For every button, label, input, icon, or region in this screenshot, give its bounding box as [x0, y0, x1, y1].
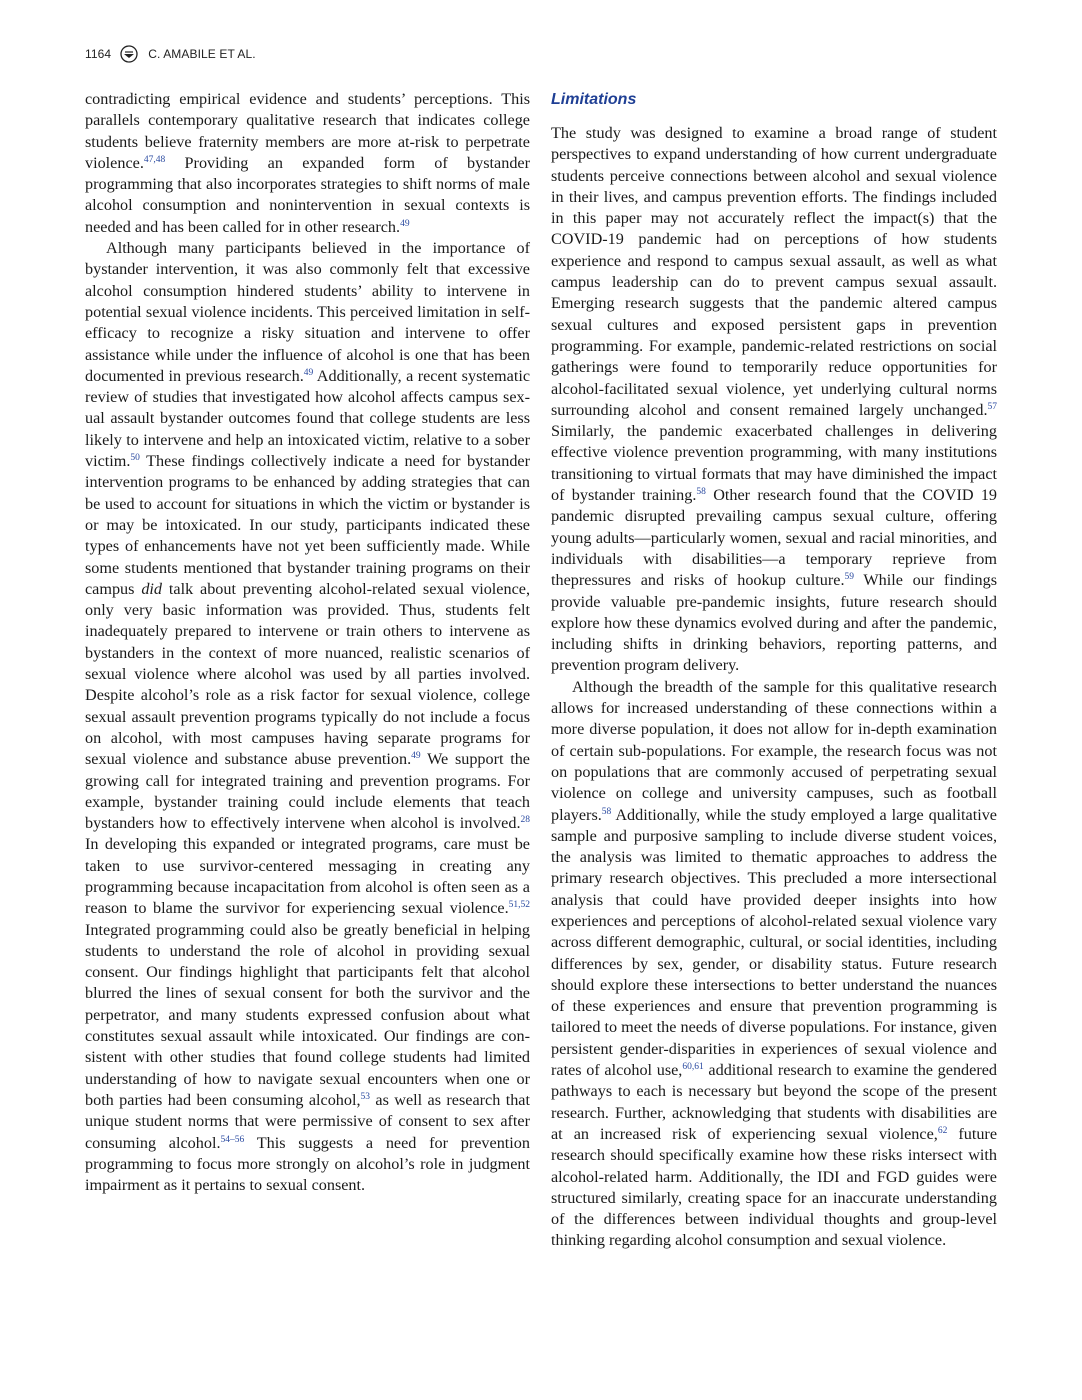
citation-ref[interactable]: 28 [520, 815, 530, 826]
journal-logo-icon [120, 45, 138, 63]
citation-ref[interactable]: 50 [130, 453, 140, 464]
citation-ref[interactable]: 54–56 [220, 1134, 245, 1145]
citation-ref[interactable]: 58 [601, 806, 612, 817]
citation-ref[interactable]: 53 [360, 1091, 371, 1102]
left-column [85, 89, 530, 1196]
paragraph: The study was designed to examine a broad range of student perspectives to expand understanding of how current undergraduate students perceive connections between alcohol and sexual violence in their lives, and campus prevention efforts. The findings included in this paper may not accurately reflect the impact(s) that the COVID-19 pandemic had on perceptions of how students experience and respond to campus sexual assault, as well as what campus leadership can do to prevent campus sexual assault. Emerging research suggests that the pandemic altered campus sexual cultures and exposed persistent gaps in prevention programming. For example, pandemic-related restrictions on social gatherings were found to temporarily reduce opportunities for alcohol-facilitated sexual violence, yet underlying cultural norms surrounding alcohol and consent remained largely unchanged.$^{57}$ Similarly, the pandemic exacerbated challenges in delivering effective violence prevention programming, with many institutions transitioning to virtual formats that may have diminished the impact of bystander training.$^{58}$ Other research found that the COVID 19 pandemic disrupted prevailing campus sexual culture, offering young adults—particularly women, sexual and racial minorities, and individuals with disabilities—a temporary reprieve from thepressures and risks of hookup culture.$^{59}$ While our findings provide valuable pre-pandemic insights, future research should explore how these dynamics evolved during and after the pandemic, including shifts in drinking behaviors, reporting patterns, and prevention program delivery. [551, 124, 998, 675]
citation-ref[interactable]: 47,48 [143, 154, 166, 165]
page-number: 1164 [85, 47, 112, 61]
citation-ref[interactable]: 51,52 [508, 900, 530, 911]
section-heading: Limitations [551, 91, 637, 108]
right-column [551, 89, 997, 1252]
running-head-authors: C. AMABILE ET AL. [148, 47, 256, 61]
paragraph: contradicting empirical evidence and students’ perceptions. This parallels contemporary qualitative research that indicates college students believe fraternity members are more at-risk to perpetrate violence.$^{47,48}$ Providing an expanded form of bystander programming that also incorporates strategies to shift norms of male alcohol consumption and nonintervention in sexual contexts is needed and has been called for in other research.$^{49}$ [85, 90, 530, 236]
citation-ref[interactable]: 62 [937, 1125, 948, 1136]
citation-ref[interactable]: 49 [303, 367, 314, 378]
paragraph: Although many participants believed in the importance of bystander intervention, it was also commonly felt that excessive alcohol consumption hindered students’ ability to intervene in potential sexual violence incidents. This perceived limitation in self-efficacy to recognize a risky situation and intervene to offer assistance while under the influence of alcohol is one that has been documented in previous research.$^{49}$ Additionally, a recent systematic review of studies that investigated how alcohol affects campus sexual assault bystander outcomes found that college students are less likely to intervene and help an intoxicated victim, relative to a sober victim.$^{50}$ These findings collectively indicate a need for bystander intervention programs to be enhanced by adding strategies that can be used to account for situations in which the victim or bystander is or may be intoxicated. In our study, participants indicated these types of enhancements have not yet been sufficiently made. While some students mentioned that bystander training programs on their campus did talk about preventing alcohol-related sexual violence, only very basic information was provided. Thus, students felt inadequately prepared to intervene or train others to intervene as bystanders in the context of more nuanced, realistic scenarios of sexual violence where alcohol was used by all parties involved. Despite alcohol’s role as a risk factor for sexual violence, college sexual assault prevention programs typically do not include a focus on alcohol, with most campuses having separate programs for sexual violence and substance abuse prevention.$^{49}$ We support the growing call for integrated training and prevention programs. For example, bystander training could include elements that teach bystanders how to effectively intervene when alcohol is involved.$^{28}$ In developing this expanded or integrated programs, care must be taken to use survivor-centered messaging in creating any programming because incapacitation from alcohol is often seen as a reason to blame the survivor for experiencing sexual violence.$^{51,52}$ Integrated programming could also be greatly beneficial in helping students to understand the role of alcohol in providing sexual consent. Our findings highlight that participants felt that alcohol blurred the lines of sexual consent for both the survivor and the perpetrator, and many students expressed confusion about what constitutes sexual assault while intoxicated. Our findings are consistent with other studies that found college students had limited understanding of how to navigate sexual encounters when one or both parties had been consuming alcohol,$^{53}$ as well as research that unique student norms that were permissive of consent to sex after consuming alcohol.$^{54-56}$ This suggests a need for prevention programming to focus more strongly on alcohol’s role in judgment impairment as it pertains to sexual consent. [85, 239, 531, 1195]
paragraph: Although the breadth of the sample for this qualitative research allows for increased understanding of these connections within a more diverse population, it does not allow for in-depth examination of certain sub-populations. For example, the research focus was not on populations that are commonly accused of perpetrating sexual violence on college and university campuses, such as football players.$^{58}$ Additionally, while the study employed a large qualitative sample and purposive sampling to include diverse student voices, the analysis was limited to thematic approaches to address the primary research objectives. This precluded a more intersectional analysis that could have provided deeper insights into how experiences and perceptions of alcohol-related sexual violence vary across different demographic, cultural, or social identities, including differences by sex, gender, or disability status. Future research should explore these intersections to better understand the nuances of these experiences and ensure that prevention programming is tailored to meet the needs of diverse populations. For instance, given persistent gender-disparities in experiences of sexual violence and rates of alcohol use,$^{60,61}$ additional research to examine the gendered pathways to each is necessary but beyond the scope of the present research. Further, acknowledging that students with disabilities are at an increased risk of experiencing sexual violence,$^{62}$ future research should specifically examine how these risks intersect with alcohol-related harm. Additionally, the IDI and FGD guides were structured similarly, creating space for an inaccurate understanding of the differences between individual thoughts and group-level thinking regarding alcohol consumption and sexual violence. [551, 677, 998, 1250]
citation-ref[interactable]: 57 [987, 401, 997, 412]
citation-ref[interactable]: 58 [696, 487, 706, 498]
running-header [85, 44, 256, 64]
citation-ref[interactable]: 59 [844, 572, 854, 583]
emphasis-text: did [141, 579, 163, 598]
citation-ref[interactable]: 49 [411, 751, 421, 762]
citation-ref[interactable]: 49 [400, 218, 410, 229]
citation-ref[interactable]: 60,61 [682, 1062, 704, 1073]
